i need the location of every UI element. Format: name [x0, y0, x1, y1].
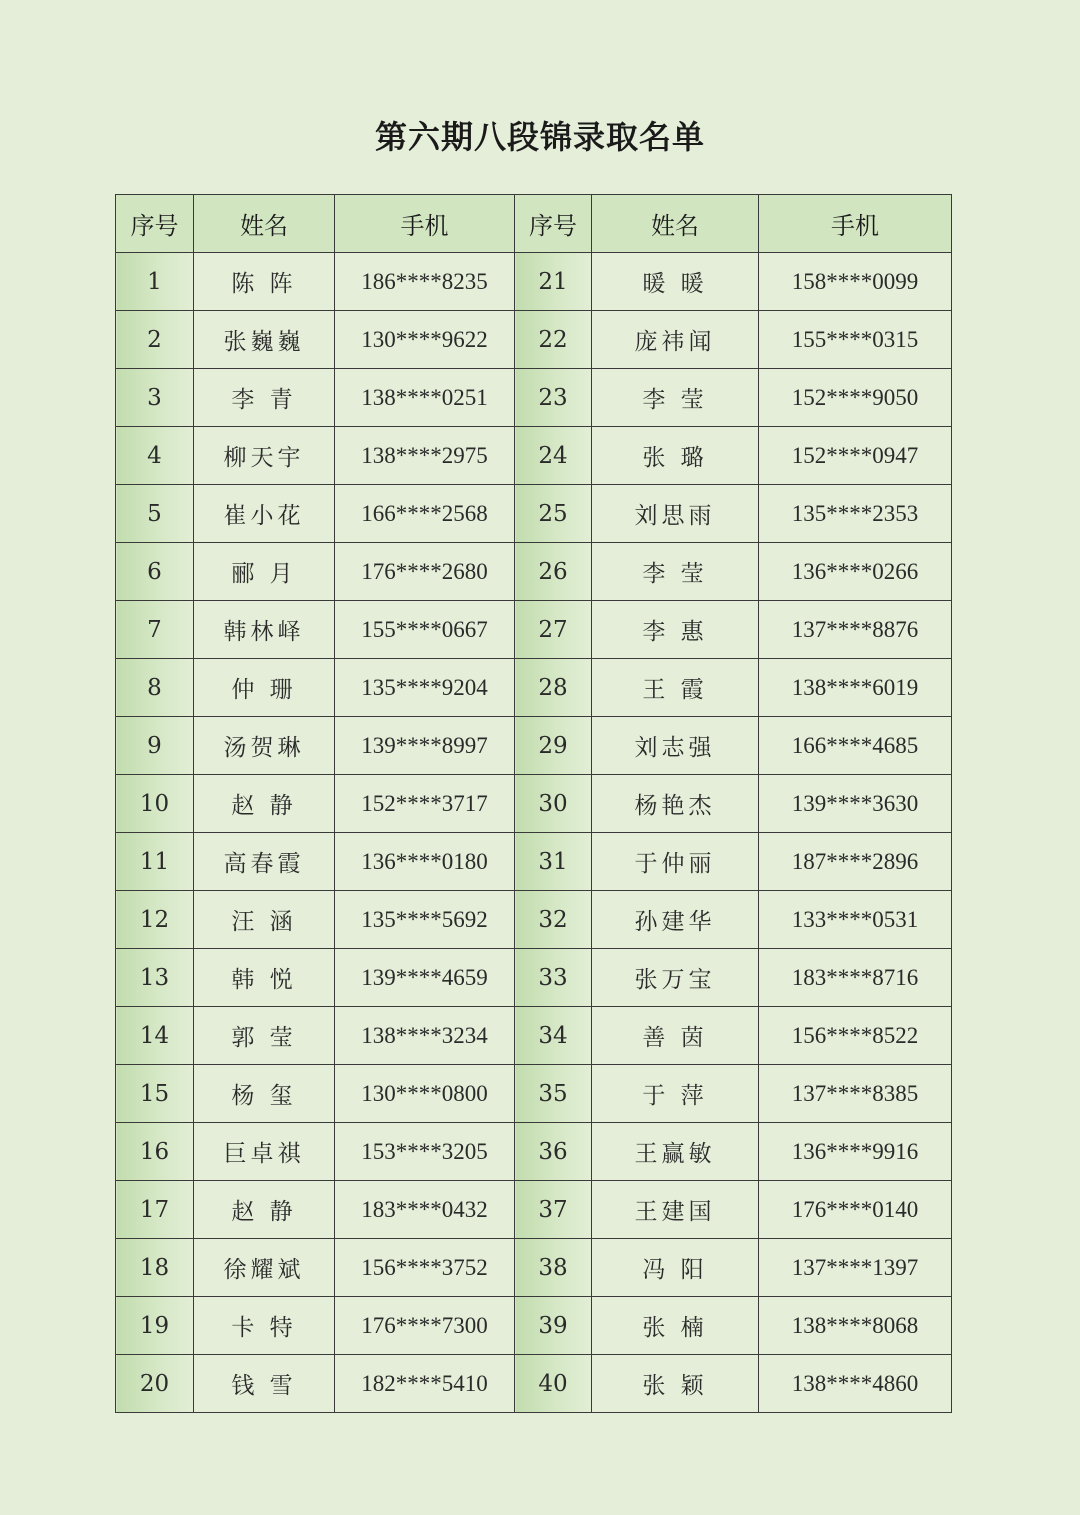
phone-cell: 136****9916 [759, 1123, 952, 1181]
phone-cell: 187****2896 [759, 833, 952, 891]
name-cell: 汤贺琳 [194, 717, 335, 775]
seq-cell: 11 [116, 833, 194, 891]
phone-cell: 158****0099 [759, 253, 952, 311]
phone-cell: 136****0180 [335, 833, 515, 891]
phone-cell: 139****4659 [335, 949, 515, 1007]
seq-cell: 21 [515, 253, 592, 311]
name-cell: 崔小花 [194, 485, 335, 543]
name-cell: 冯 阳 [592, 1239, 759, 1297]
seq-cell: 30 [515, 775, 592, 833]
header-name-right: 姓名 [592, 195, 759, 253]
table-row [116, 1181, 952, 1239]
name-cell: 张 璐 [592, 427, 759, 485]
phone-cell: 130****0800 [335, 1065, 515, 1123]
name-cell: 庞祎闻 [592, 311, 759, 369]
name-cell: 孙建华 [592, 891, 759, 949]
name-cell: 高春霞 [194, 833, 335, 891]
phone-cell: 186****8235 [335, 253, 515, 311]
seq-cell: 37 [515, 1181, 592, 1239]
table-body [116, 253, 952, 1413]
phone-cell: 182****5410 [335, 1355, 515, 1413]
seq-cell: 31 [515, 833, 592, 891]
phone-cell: 176****0140 [759, 1181, 952, 1239]
name-cell: 杨 玺 [194, 1065, 335, 1123]
seq-cell: 26 [515, 543, 592, 601]
seq-cell: 28 [515, 659, 592, 717]
seq-cell: 40 [515, 1355, 592, 1413]
name-cell: 张 楠 [592, 1297, 759, 1355]
table-row [116, 543, 952, 601]
table-row [116, 601, 952, 659]
seq-cell: 20 [116, 1355, 194, 1413]
phone-cell: 135****2353 [759, 485, 952, 543]
name-cell: 赵 静 [194, 775, 335, 833]
seq-cell: 13 [116, 949, 194, 1007]
phone-cell: 139****3630 [759, 775, 952, 833]
header-phone-right: 手机 [759, 195, 952, 253]
name-cell: 韩林峄 [194, 601, 335, 659]
name-cell: 李 惠 [592, 601, 759, 659]
header-seq-right: 序号 [515, 195, 592, 253]
phone-cell: 138****6019 [759, 659, 952, 717]
seq-cell: 35 [515, 1065, 592, 1123]
table-header [116, 195, 952, 253]
name-cell: 善 茵 [592, 1007, 759, 1065]
seq-cell: 15 [116, 1065, 194, 1123]
seq-cell: 16 [116, 1123, 194, 1181]
phone-cell: 176****7300 [335, 1297, 515, 1355]
table-row [116, 311, 952, 369]
name-cell: 于 萍 [592, 1065, 759, 1123]
seq-cell: 19 [116, 1297, 194, 1355]
name-cell: 杨艳杰 [592, 775, 759, 833]
seq-cell: 34 [515, 1007, 592, 1065]
phone-cell: 166****4685 [759, 717, 952, 775]
table-row [116, 1355, 952, 1413]
phone-cell: 156****3752 [335, 1239, 515, 1297]
name-cell: 巨卓祺 [194, 1123, 335, 1181]
table-row [116, 369, 952, 427]
phone-cell: 138****0251 [335, 369, 515, 427]
admission-table [115, 194, 952, 1413]
name-cell: 刘思雨 [592, 485, 759, 543]
page-title: 第六期八段锦录取名单 [374, 118, 705, 156]
seq-cell: 36 [515, 1123, 592, 1181]
table-row [116, 833, 952, 891]
name-cell: 张万宝 [592, 949, 759, 1007]
table-row [116, 1065, 952, 1123]
table-row [116, 1123, 952, 1181]
seq-cell: 4 [116, 427, 194, 485]
seq-cell: 25 [515, 485, 592, 543]
seq-cell: 38 [515, 1239, 592, 1297]
name-cell: 李 莹 [592, 369, 759, 427]
phone-cell: 137****8876 [759, 601, 952, 659]
seq-cell: 14 [116, 1007, 194, 1065]
phone-cell: 139****8997 [335, 717, 515, 775]
phone-cell: 156****8522 [759, 1007, 952, 1065]
seq-cell: 5 [116, 485, 194, 543]
seq-cell: 2 [116, 311, 194, 369]
name-cell: 钱 雪 [194, 1355, 335, 1413]
phone-cell: 130****9622 [335, 311, 515, 369]
name-cell: 徐耀斌 [194, 1239, 335, 1297]
seq-cell: 12 [116, 891, 194, 949]
seq-cell: 18 [116, 1239, 194, 1297]
name-cell: 陈 阵 [194, 253, 335, 311]
seq-cell: 23 [515, 369, 592, 427]
phone-cell: 183****0432 [335, 1181, 515, 1239]
name-cell: 王赢敏 [592, 1123, 759, 1181]
name-cell: 刘志强 [592, 717, 759, 775]
name-cell: 张巍巍 [194, 311, 335, 369]
phone-cell: 138****8068 [759, 1297, 952, 1355]
seq-cell: 22 [515, 311, 592, 369]
name-cell: 暖 暖 [592, 253, 759, 311]
seq-cell: 7 [116, 601, 194, 659]
phone-cell: 166****2568 [335, 485, 515, 543]
table-row [116, 485, 952, 543]
header-name-left: 姓名 [194, 195, 335, 253]
table-row [116, 1239, 952, 1297]
seq-cell: 10 [116, 775, 194, 833]
name-cell: 汪 涵 [194, 891, 335, 949]
seq-cell: 17 [116, 1181, 194, 1239]
phone-cell: 176****2680 [335, 543, 515, 601]
phone-cell: 138****2975 [335, 427, 515, 485]
name-cell: 郦 月 [194, 543, 335, 601]
name-cell: 韩 悦 [194, 949, 335, 1007]
table-row [116, 949, 952, 1007]
name-cell: 于仲丽 [592, 833, 759, 891]
name-cell: 卡 特 [194, 1297, 335, 1355]
phone-cell: 135****5692 [335, 891, 515, 949]
name-cell: 王 霞 [592, 659, 759, 717]
seq-cell: 29 [515, 717, 592, 775]
phone-cell: 152****3717 [335, 775, 515, 833]
seq-cell: 32 [515, 891, 592, 949]
phone-cell: 138****4860 [759, 1355, 952, 1413]
table-row [116, 427, 952, 485]
seq-cell: 33 [515, 949, 592, 1007]
phone-cell: 137****1397 [759, 1239, 952, 1297]
seq-cell: 6 [116, 543, 194, 601]
header-phone-left: 手机 [335, 195, 515, 253]
table-row [116, 775, 952, 833]
seq-cell: 9 [116, 717, 194, 775]
name-cell: 郭 莹 [194, 1007, 335, 1065]
seq-cell: 1 [116, 253, 194, 311]
name-cell: 柳天宇 [194, 427, 335, 485]
name-cell: 赵 静 [194, 1181, 335, 1239]
phone-cell: 152****9050 [759, 369, 952, 427]
name-cell: 张 颖 [592, 1355, 759, 1413]
name-cell: 王建国 [592, 1181, 759, 1239]
phone-cell: 153****3205 [335, 1123, 515, 1181]
seq-cell: 24 [515, 427, 592, 485]
seq-cell: 27 [515, 601, 592, 659]
name-cell: 李 青 [194, 369, 335, 427]
phone-cell: 155****0667 [335, 601, 515, 659]
table-row [116, 1007, 952, 1065]
seq-cell: 39 [515, 1297, 592, 1355]
name-cell: 李 莹 [592, 543, 759, 601]
phone-cell: 136****0266 [759, 543, 952, 601]
phone-cell: 133****0531 [759, 891, 952, 949]
phone-cell: 155****0315 [759, 311, 952, 369]
header-seq-left: 序号 [116, 195, 194, 253]
phone-cell: 135****9204 [335, 659, 515, 717]
table-row [116, 253, 952, 311]
seq-cell: 8 [116, 659, 194, 717]
name-cell: 仲 珊 [194, 659, 335, 717]
phone-cell: 137****8385 [759, 1065, 952, 1123]
table-row [116, 659, 952, 717]
header-row [116, 195, 952, 253]
table-row [116, 1297, 952, 1355]
seq-cell: 3 [116, 369, 194, 427]
phone-cell: 183****8716 [759, 949, 952, 1007]
phone-cell: 152****0947 [759, 427, 952, 485]
table-row [116, 717, 952, 775]
phone-cell: 138****3234 [335, 1007, 515, 1065]
table-row [116, 891, 952, 949]
